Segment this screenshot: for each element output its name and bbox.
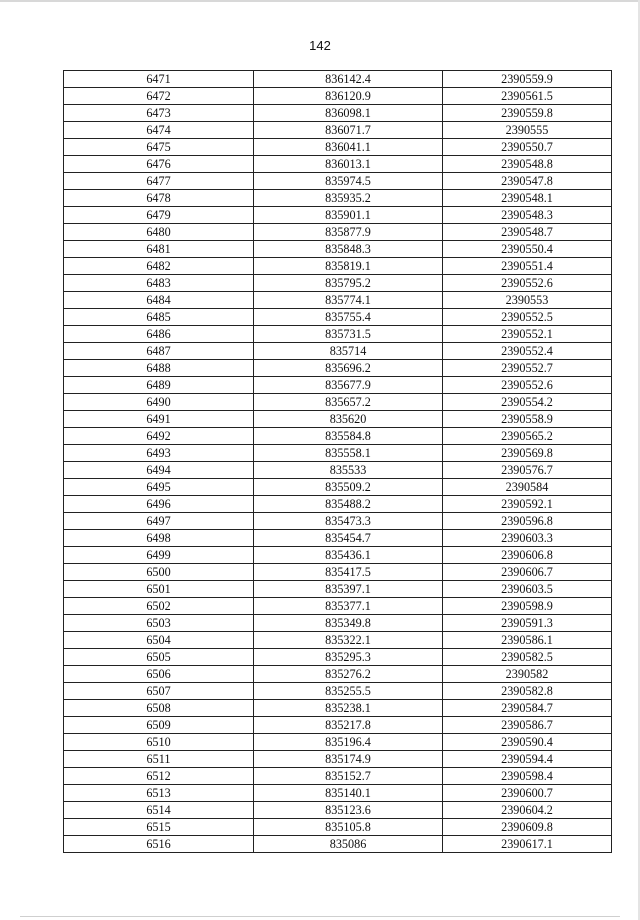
table-row bbox=[64, 751, 612, 768]
x-coordinate-cell: 836013.1 bbox=[254, 156, 443, 173]
point-number-cell: 6500 bbox=[64, 564, 254, 581]
page-number: 142 bbox=[309, 38, 331, 53]
table-row bbox=[64, 156, 612, 173]
table-row bbox=[64, 462, 612, 479]
point-number-cell: 6508 bbox=[64, 700, 254, 717]
table-row bbox=[64, 139, 612, 156]
table-row bbox=[64, 292, 612, 309]
table-row bbox=[64, 173, 612, 190]
x-coordinate-cell: 835322.1 bbox=[254, 632, 443, 649]
x-coordinate-cell: 835620 bbox=[254, 411, 443, 428]
point-number-cell: 6511 bbox=[64, 751, 254, 768]
table-row bbox=[64, 411, 612, 428]
x-coordinate-cell: 835714 bbox=[254, 343, 443, 360]
table-row bbox=[64, 513, 612, 530]
y-coordinate-cell: 2390559.8 bbox=[443, 105, 612, 122]
table-row bbox=[64, 343, 612, 360]
y-coordinate-cell: 2390582.8 bbox=[443, 683, 612, 700]
x-coordinate-cell: 835488.2 bbox=[254, 496, 443, 513]
point-number-cell: 6484 bbox=[64, 292, 254, 309]
table-row bbox=[64, 802, 612, 819]
y-coordinate-cell: 2390606.8 bbox=[443, 547, 612, 564]
table-row bbox=[64, 564, 612, 581]
coordinates-table bbox=[63, 70, 612, 853]
x-coordinate-cell: 835935.2 bbox=[254, 190, 443, 207]
x-coordinate-cell: 835123.6 bbox=[254, 802, 443, 819]
x-coordinate-cell: 835276.2 bbox=[254, 666, 443, 683]
x-coordinate-cell: 835255.5 bbox=[254, 683, 443, 700]
table-row bbox=[64, 700, 612, 717]
x-coordinate-cell: 835677.9 bbox=[254, 377, 443, 394]
point-number-cell: 6497 bbox=[64, 513, 254, 530]
y-coordinate-cell: 2390586.7 bbox=[443, 717, 612, 734]
point-number-cell: 6493 bbox=[64, 445, 254, 462]
x-coordinate-cell: 835696.2 bbox=[254, 360, 443, 377]
x-coordinate-cell: 836142.4 bbox=[254, 71, 443, 88]
point-number-cell: 6488 bbox=[64, 360, 254, 377]
point-number-cell: 6485 bbox=[64, 309, 254, 326]
table-row bbox=[64, 326, 612, 343]
table-row bbox=[64, 734, 612, 751]
y-coordinate-cell: 2390548.1 bbox=[443, 190, 612, 207]
point-number-cell: 6499 bbox=[64, 547, 254, 564]
x-coordinate-cell: 835819.1 bbox=[254, 258, 443, 275]
point-number-cell: 6483 bbox=[64, 275, 254, 292]
x-coordinate-cell: 835295.3 bbox=[254, 649, 443, 666]
y-coordinate-cell: 2390569.8 bbox=[443, 445, 612, 462]
point-number-cell: 6515 bbox=[64, 819, 254, 836]
point-number-cell: 6506 bbox=[64, 666, 254, 683]
x-coordinate-cell: 835377.1 bbox=[254, 598, 443, 615]
y-coordinate-cell: 2390590.4 bbox=[443, 734, 612, 751]
y-coordinate-cell: 2390552.5 bbox=[443, 309, 612, 326]
x-coordinate-cell: 835152.7 bbox=[254, 768, 443, 785]
table-row bbox=[64, 88, 612, 105]
y-coordinate-cell: 2390552.1 bbox=[443, 326, 612, 343]
table-row bbox=[64, 207, 612, 224]
x-coordinate-cell: 835901.1 bbox=[254, 207, 443, 224]
y-coordinate-cell: 2390606.7 bbox=[443, 564, 612, 581]
y-coordinate-cell: 2390598.4 bbox=[443, 768, 612, 785]
table-row bbox=[64, 71, 612, 88]
point-number-cell: 6473 bbox=[64, 105, 254, 122]
table-row bbox=[64, 224, 612, 241]
x-coordinate-cell: 835238.1 bbox=[254, 700, 443, 717]
point-number-cell: 6503 bbox=[64, 615, 254, 632]
y-coordinate-cell: 2390548.3 bbox=[443, 207, 612, 224]
x-coordinate-cell: 836071.7 bbox=[254, 122, 443, 139]
x-coordinate-cell: 835436.1 bbox=[254, 547, 443, 564]
table-row bbox=[64, 683, 612, 700]
point-number-cell: 6486 bbox=[64, 326, 254, 343]
y-coordinate-cell: 2390548.8 bbox=[443, 156, 612, 173]
y-coordinate-cell: 2390603.3 bbox=[443, 530, 612, 547]
y-coordinate-cell: 2390582 bbox=[443, 666, 612, 683]
point-number-cell: 6487 bbox=[64, 343, 254, 360]
y-coordinate-cell: 2390550.4 bbox=[443, 241, 612, 258]
point-number-cell: 6480 bbox=[64, 224, 254, 241]
y-coordinate-cell: 2390592.1 bbox=[443, 496, 612, 513]
y-coordinate-cell: 2390596.8 bbox=[443, 513, 612, 530]
y-coordinate-cell: 2390555 bbox=[443, 122, 612, 139]
y-coordinate-cell: 2390561.5 bbox=[443, 88, 612, 105]
y-coordinate-cell: 2390565.2 bbox=[443, 428, 612, 445]
table-row bbox=[64, 445, 612, 462]
x-coordinate-cell: 835217.8 bbox=[254, 717, 443, 734]
y-coordinate-cell: 2390594.4 bbox=[443, 751, 612, 768]
table-row bbox=[64, 615, 612, 632]
x-coordinate-cell: 835974.5 bbox=[254, 173, 443, 190]
point-number-cell: 6514 bbox=[64, 802, 254, 819]
x-coordinate-cell: 835105.8 bbox=[254, 819, 443, 836]
x-coordinate-cell: 835795.2 bbox=[254, 275, 443, 292]
point-number-cell: 6491 bbox=[64, 411, 254, 428]
table-row bbox=[64, 190, 612, 207]
y-coordinate-cell: 2390551.4 bbox=[443, 258, 612, 275]
table-row bbox=[64, 496, 612, 513]
point-number-cell: 6477 bbox=[64, 173, 254, 190]
scan-edge-top bbox=[0, 0, 640, 2]
x-coordinate-cell: 836098.1 bbox=[254, 105, 443, 122]
x-coordinate-cell: 835417.5 bbox=[254, 564, 443, 581]
y-coordinate-cell: 2390598.9 bbox=[443, 598, 612, 615]
y-coordinate-cell: 2390604.2 bbox=[443, 802, 612, 819]
point-number-cell: 6474 bbox=[64, 122, 254, 139]
x-coordinate-cell: 835454.7 bbox=[254, 530, 443, 547]
point-number-cell: 6475 bbox=[64, 139, 254, 156]
y-coordinate-cell: 2390550.7 bbox=[443, 139, 612, 156]
point-number-cell: 6471 bbox=[64, 71, 254, 88]
scan-edge-bottom bbox=[20, 916, 620, 917]
point-number-cell: 6482 bbox=[64, 258, 254, 275]
y-coordinate-cell: 2390558.9 bbox=[443, 411, 612, 428]
y-coordinate-cell: 2390600.7 bbox=[443, 785, 612, 802]
x-coordinate-cell: 836120.9 bbox=[254, 88, 443, 105]
point-number-cell: 6504 bbox=[64, 632, 254, 649]
table-row bbox=[64, 122, 612, 139]
table-row bbox=[64, 309, 612, 326]
x-coordinate-cell: 835086 bbox=[254, 836, 443, 853]
table-row bbox=[64, 666, 612, 683]
point-number-cell: 6501 bbox=[64, 581, 254, 598]
x-coordinate-cell: 836041.1 bbox=[254, 139, 443, 156]
point-number-cell: 6502 bbox=[64, 598, 254, 615]
point-number-cell: 6513 bbox=[64, 785, 254, 802]
x-coordinate-cell: 835397.1 bbox=[254, 581, 443, 598]
x-coordinate-cell: 835473.3 bbox=[254, 513, 443, 530]
y-coordinate-cell: 2390559.9 bbox=[443, 71, 612, 88]
point-number-cell: 6496 bbox=[64, 496, 254, 513]
table-row bbox=[64, 717, 612, 734]
y-coordinate-cell: 2390552.6 bbox=[443, 275, 612, 292]
y-coordinate-cell: 2390603.5 bbox=[443, 581, 612, 598]
table-row bbox=[64, 258, 612, 275]
y-coordinate-cell: 2390548.7 bbox=[443, 224, 612, 241]
table-row bbox=[64, 819, 612, 836]
coordinates-table-body bbox=[64, 71, 612, 853]
table-row bbox=[64, 360, 612, 377]
point-number-cell: 6512 bbox=[64, 768, 254, 785]
x-coordinate-cell: 835877.9 bbox=[254, 224, 443, 241]
y-coordinate-cell: 2390552.7 bbox=[443, 360, 612, 377]
y-coordinate-cell: 2390552.4 bbox=[443, 343, 612, 360]
x-coordinate-cell: 835196.4 bbox=[254, 734, 443, 751]
point-number-cell: 6489 bbox=[64, 377, 254, 394]
table-row bbox=[64, 479, 612, 496]
y-coordinate-cell: 2390553 bbox=[443, 292, 612, 309]
table-row bbox=[64, 275, 612, 292]
point-number-cell: 6505 bbox=[64, 649, 254, 666]
point-number-cell: 6494 bbox=[64, 462, 254, 479]
x-coordinate-cell: 835755.4 bbox=[254, 309, 443, 326]
point-number-cell: 6472 bbox=[64, 88, 254, 105]
x-coordinate-cell: 835584.8 bbox=[254, 428, 443, 445]
y-coordinate-cell: 2390584 bbox=[443, 479, 612, 496]
table-row bbox=[64, 649, 612, 666]
point-number-cell: 6479 bbox=[64, 207, 254, 224]
y-coordinate-cell: 2390554.2 bbox=[443, 394, 612, 411]
x-coordinate-cell: 835174.9 bbox=[254, 751, 443, 768]
point-number-cell: 6478 bbox=[64, 190, 254, 207]
table-row bbox=[64, 598, 612, 615]
table-row bbox=[64, 394, 612, 411]
point-number-cell: 6495 bbox=[64, 479, 254, 496]
table-row bbox=[64, 547, 612, 564]
x-coordinate-cell: 835657.2 bbox=[254, 394, 443, 411]
table-row bbox=[64, 105, 612, 122]
point-number-cell: 6476 bbox=[64, 156, 254, 173]
table-row bbox=[64, 632, 612, 649]
table-row bbox=[64, 530, 612, 547]
point-number-cell: 6507 bbox=[64, 683, 254, 700]
table-row bbox=[64, 377, 612, 394]
table-row bbox=[64, 581, 612, 598]
y-coordinate-cell: 2390582.5 bbox=[443, 649, 612, 666]
x-coordinate-cell: 835774.1 bbox=[254, 292, 443, 309]
y-coordinate-cell: 2390576.7 bbox=[443, 462, 612, 479]
point-number-cell: 6498 bbox=[64, 530, 254, 547]
point-number-cell: 6492 bbox=[64, 428, 254, 445]
table-row bbox=[64, 428, 612, 445]
y-coordinate-cell: 2390547.8 bbox=[443, 173, 612, 190]
x-coordinate-cell: 835558.1 bbox=[254, 445, 443, 462]
point-number-cell: 6509 bbox=[64, 717, 254, 734]
y-coordinate-cell: 2390584.7 bbox=[443, 700, 612, 717]
table-row bbox=[64, 785, 612, 802]
x-coordinate-cell: 835140.1 bbox=[254, 785, 443, 802]
x-coordinate-cell: 835848.3 bbox=[254, 241, 443, 258]
y-coordinate-cell: 2390591.3 bbox=[443, 615, 612, 632]
point-number-cell: 6510 bbox=[64, 734, 254, 751]
point-number-cell: 6490 bbox=[64, 394, 254, 411]
point-number-cell: 6516 bbox=[64, 836, 254, 853]
y-coordinate-cell: 2390586.1 bbox=[443, 632, 612, 649]
x-coordinate-cell: 835509.2 bbox=[254, 479, 443, 496]
y-coordinate-cell: 2390617.1 bbox=[443, 836, 612, 853]
y-coordinate-cell: 2390609.8 bbox=[443, 819, 612, 836]
x-coordinate-cell: 835533 bbox=[254, 462, 443, 479]
table-row bbox=[64, 768, 612, 785]
table-row bbox=[64, 836, 612, 853]
x-coordinate-cell: 835731.5 bbox=[254, 326, 443, 343]
y-coordinate-cell: 2390552.6 bbox=[443, 377, 612, 394]
point-number-cell: 6481 bbox=[64, 241, 254, 258]
x-coordinate-cell: 835349.8 bbox=[254, 615, 443, 632]
table-row bbox=[64, 241, 612, 258]
